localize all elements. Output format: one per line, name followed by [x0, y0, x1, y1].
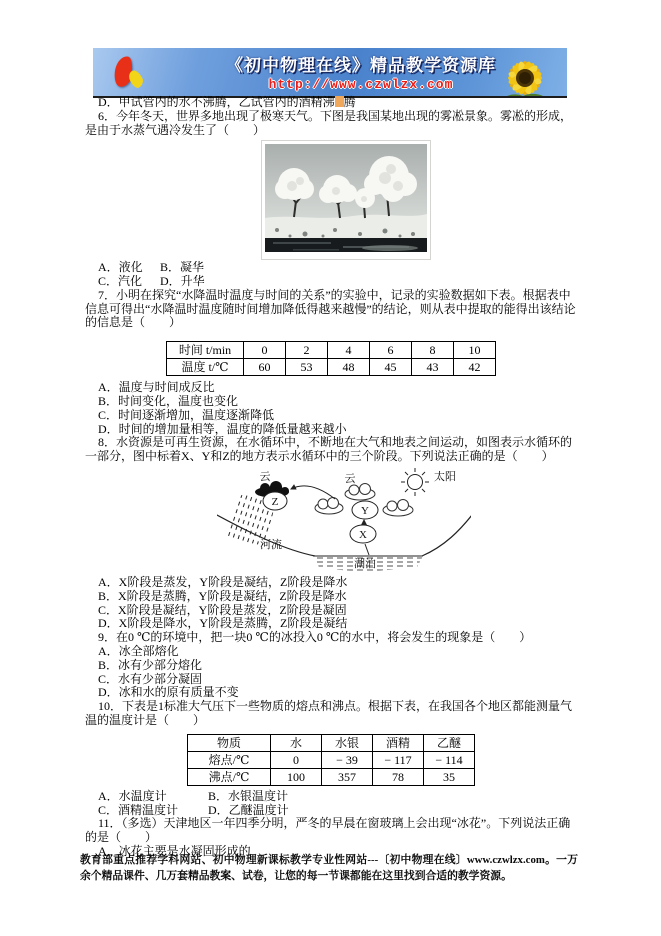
lake-label: 湖泊 — [354, 557, 376, 570]
option-d: D．乙醚温度计 — [208, 802, 289, 817]
question-8-option-d: D．X阶段是降水，Y阶段是蒸腾，Z阶段是凝结 — [98, 616, 348, 631]
question-7-option-c: C．时间逐渐增加，温度逐渐降低 — [98, 407, 275, 422]
question-7-stem: 7．小明在探究“水降温时温度与时间的关系”的实验中，记录的实验数据如下表。根据表中信息可得出“水降温时温度随时间增加降低得越来越慢”的结论，则从表中提取的能得出该结论的信息是（ ） — [85, 287, 576, 330]
question-10-options-row1 — [85, 790, 577, 804]
table-cell: 357 — [322, 768, 373, 785]
banner-url-link[interactable]: http://www.czwlzx.com — [268, 77, 454, 92]
option-a: A．液化 — [98, 260, 143, 275]
highlight-mark — [335, 96, 344, 107]
option-a: A．水温度计 — [98, 788, 167, 803]
table-cell: 0 — [271, 751, 322, 768]
question-8-option-b: B．X阶段是蒸腾，Y阶段是凝结，Z阶段是降水 — [98, 588, 347, 603]
option-c: C．酒精温度计 — [98, 802, 179, 817]
rime-photo-row — [100, 140, 592, 260]
table-cell: 酒精 — [373, 734, 424, 751]
sun-icon — [401, 468, 429, 496]
table-row — [167, 342, 496, 359]
table-cell: 熔点/℃ — [188, 751, 271, 768]
table-row — [188, 768, 475, 785]
table-cell: 时间 t/min — [167, 342, 244, 359]
banner-title: 《初中物理在线》精品教学资源库 — [226, 56, 496, 75]
table-cell: 6 — [370, 342, 412, 359]
question-11-stem: 11．（多选）天津地区一年四季分明，严冬的早晨在窗玻璃上会出现“冰花”。下列说法正确的是（ ） — [85, 816, 571, 845]
table-cell: 0 — [244, 342, 286, 359]
table-row — [188, 751, 475, 768]
site-logo-icon — [109, 54, 149, 92]
table-cell: 78 — [373, 768, 424, 785]
table-cell: 53 — [286, 359, 328, 376]
table-cell: − 39 — [322, 751, 373, 768]
question-7-option-b: B．时间变化，温度也变化 — [98, 393, 239, 408]
question-6-stem: 6．今年冬天，世界多地出现了极寒天气。下图是我国某地出现的雾凇景象。雾凇的形成，是由于水蒸气遇冷发生了（ ） — [85, 108, 573, 137]
question-8-option-a: A．X阶段是蒸发，Y阶段是凝结，Z阶段是降水 — [98, 574, 348, 589]
table-row — [188, 734, 475, 751]
question-6-options-row2 — [85, 275, 577, 289]
table-cell: 100 — [271, 768, 322, 785]
table-cell: 温度 t/℃ — [167, 359, 244, 376]
melting-boiling-point-table — [187, 734, 475, 786]
cloud-left-label: 云 — [259, 470, 271, 483]
table-cell: 水 — [271, 734, 322, 751]
question-9-stem: 9．在0 ℃的环境中，把一块0 ℃的冰投入0 ℃的水中，将会发生的现象是（ ） — [98, 630, 532, 645]
frost-trees-image — [265, 144, 427, 252]
rime-photo — [261, 140, 431, 260]
table-cell: 2 — [286, 342, 328, 359]
table-cell: 60 — [244, 359, 286, 376]
cooling-data-table — [166, 341, 496, 376]
river-label: 河流 — [260, 538, 282, 551]
table-cell: 35 — [424, 768, 475, 785]
table-cell: − 114 — [424, 751, 475, 768]
question-9-option-c: C．水有少部分凝固 — [98, 671, 203, 686]
table-cell: 45 — [370, 359, 412, 376]
water-cycle-diagram-row — [98, 468, 590, 574]
option-text: D．甲试管内的水不沸腾，乙试管内的酒精沸 — [98, 95, 335, 109]
water-cycle-diagram — [217, 468, 471, 574]
question-8-stem: 8．水资源是可再生资源，在水循环中，不断地在大气和地表之间运动，如图表示水循环的一部分，图中标着X、Y和Z的地方表示水循环中的三个阶段。下列说法正确的是（ ） — [85, 435, 573, 464]
stage-z-label: Z — [271, 495, 279, 508]
question-7-option-d: D．时间的增加量相等，温度的降低量越来越小 — [98, 421, 347, 436]
table-cell: 48 — [328, 359, 370, 376]
question-7-option-a: A．温度与时间成反比 — [98, 380, 215, 395]
question-10-stem: 10．下表是1标准大气压下一些物质的熔点和沸点。根据下表，在我国各个地区都能测量气温的温度计是（ ） — [85, 699, 573, 727]
option-text: 腾 — [343, 95, 356, 109]
exam-paper-body — [85, 96, 577, 859]
table-cell: 水银 — [322, 734, 373, 751]
table-row — [167, 359, 496, 376]
table-cell: 乙醚 — [424, 734, 475, 751]
question-5-option-d — [85, 96, 577, 110]
logo-flame-yellow-shape — [126, 68, 145, 90]
stage-y-label: Y — [361, 504, 369, 517]
question-6-options-row1 — [85, 261, 577, 275]
table-cell: 43 — [412, 359, 454, 376]
table-cell: 8 — [412, 342, 454, 359]
option-d: D．升华 — [160, 273, 205, 288]
table-cell: 4 — [328, 342, 370, 359]
table-cell: 沸点/℃ — [188, 768, 271, 785]
question-9-option-d: D．冰和水的原有质量不变 — [98, 685, 239, 700]
cloud-mid-label: 云 — [344, 472, 356, 485]
question-9-option-a: A．冰全部熔化 — [98, 643, 179, 658]
table-cell: 物质 — [188, 734, 271, 751]
footer-promo-text: 教育部重点推荐学科网站、初中物理新课标教学专业性网站---〔初中物理在线〕www.czwlzx.com。一万余个精品课件、几万套精品教案、试卷，让您的每一节课都能在这里找到合适的教学资源。 — [80, 854, 578, 882]
sun-label: 太阳 — [434, 470, 456, 483]
option-c: C．汽化 — [98, 273, 143, 288]
question-8-option-c: C．X阶段是凝结，Y阶段是蒸发，Z阶段是凝固 — [98, 602, 347, 617]
option-b: B．凝华 — [160, 260, 205, 275]
option-b: B．水银温度计 — [208, 788, 289, 803]
table-cell: − 117 — [373, 751, 424, 768]
stage-x-label: X — [359, 528, 367, 541]
table-cell: 10 — [454, 342, 496, 359]
site-banner — [93, 48, 567, 98]
question-11-option-a: A．冰花主要是水凝固形成的 — [98, 843, 251, 858]
question-9-option-b: B．冰有少部分熔化 — [98, 657, 203, 672]
table-cell: 42 — [454, 359, 496, 376]
sunflower-icon — [495, 50, 561, 98]
